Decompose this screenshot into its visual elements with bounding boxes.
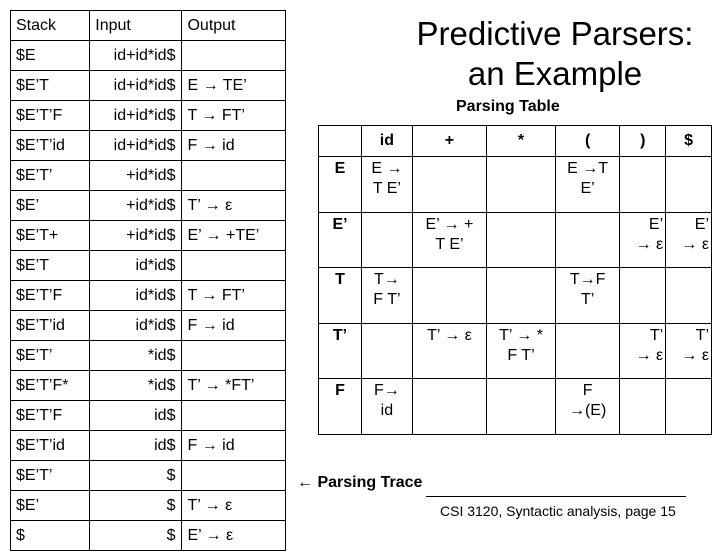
cell-T-dollar bbox=[666, 268, 712, 324]
trace-input-cell: +id*id$ bbox=[90, 221, 182, 251]
cell-E-plus bbox=[412, 156, 486, 212]
slide-title-line2: an Example bbox=[467, 55, 643, 92]
trace-row bbox=[11, 491, 286, 521]
trace-stack-cell: $E’T’F bbox=[11, 101, 90, 131]
trace-output-cell: F → id bbox=[182, 311, 286, 341]
trace-input-cell: id$ bbox=[90, 401, 182, 431]
cell-Eprime-star bbox=[487, 212, 556, 268]
trace-output-cell bbox=[182, 461, 286, 491]
trace-row bbox=[11, 251, 286, 281]
cell-F-rparen bbox=[620, 379, 666, 435]
trace-stack-cell: $E’T’id bbox=[11, 131, 90, 161]
trace-row bbox=[11, 371, 286, 401]
trace-row bbox=[11, 221, 286, 251]
trace-output-cell: T’ → *FT’ bbox=[182, 371, 286, 401]
cell-Tprime-star: T’ → * F T’ bbox=[487, 323, 556, 379]
cell-Eprime-plus: E’ → + T E’ bbox=[412, 212, 486, 268]
col-header-rparen: ) bbox=[620, 126, 666, 157]
slide-title bbox=[395, 14, 715, 94]
cell-E-id: E → T E’ bbox=[362, 156, 413, 212]
row-label-Eprime: E’ bbox=[319, 212, 362, 268]
cell-E-dollar bbox=[666, 156, 712, 212]
parsing-table bbox=[318, 125, 712, 435]
trace-row bbox=[11, 341, 286, 371]
cell-Tprime-dollar: T’ → ε bbox=[666, 323, 712, 379]
row-label-F: F bbox=[319, 379, 362, 435]
trace-stack-cell: $E’T bbox=[11, 71, 90, 101]
parsing-table-row-T bbox=[319, 268, 712, 324]
footer-text: CSI 3120, Syntactic analysis, page 15 bbox=[440, 503, 676, 519]
row-label-T: T bbox=[319, 268, 362, 324]
trace-row bbox=[11, 521, 286, 551]
trace-stack-cell: $E’T bbox=[11, 251, 90, 281]
parsing-table-row-F bbox=[319, 379, 712, 435]
parsing-table-corner bbox=[319, 126, 362, 157]
cell-Tprime-plus: T’ → ε bbox=[412, 323, 486, 379]
col-header-plus: + bbox=[412, 126, 486, 157]
cell-Eprime-id bbox=[362, 212, 413, 268]
trace-row bbox=[11, 401, 286, 431]
cell-Tprime-lparen bbox=[555, 323, 620, 379]
slide-title-line1: Predictive Parsers: bbox=[416, 15, 694, 52]
trace-header-stack: Stack bbox=[11, 11, 90, 41]
trace-stack-cell: $E’T’id bbox=[11, 431, 90, 461]
trace-output-cell bbox=[182, 401, 286, 431]
trace-stack-cell: $E’T+ bbox=[11, 221, 90, 251]
trace-input-cell: id*id$ bbox=[90, 281, 182, 311]
cell-T-lparen: T→F T’ bbox=[555, 268, 620, 324]
cell-Tprime-rparen: T’ → ε bbox=[620, 323, 666, 379]
cell-F-star bbox=[487, 379, 556, 435]
trace-stack-cell: $E’T’id bbox=[11, 311, 90, 341]
trace-output-cell: T’ → ε bbox=[182, 491, 286, 521]
trace-stack-cell: $E bbox=[11, 41, 90, 71]
trace-input-cell: id*id$ bbox=[90, 251, 182, 281]
parsing-table-header-row bbox=[319, 126, 712, 157]
trace-header-input: Input bbox=[90, 11, 182, 41]
trace-header-row bbox=[11, 11, 286, 41]
trace-stack-cell: $E’T’F bbox=[11, 281, 90, 311]
trace-output-cell bbox=[182, 161, 286, 191]
parsing-table-row-E bbox=[319, 156, 712, 212]
trace-input-cell: *id$ bbox=[90, 341, 182, 371]
trace-output-cell: E’ → ε bbox=[182, 521, 286, 551]
trace-input-cell: $ bbox=[90, 521, 182, 551]
cell-F-dollar bbox=[666, 379, 712, 435]
trace-row bbox=[11, 191, 286, 221]
trace-input-cell: id+id*id$ bbox=[90, 101, 182, 131]
parsing-trace-label bbox=[297, 474, 422, 492]
trace-stack-cell: $ bbox=[11, 521, 90, 551]
cell-Eprime-dollar: E’ → ε bbox=[666, 212, 712, 268]
cell-E-star bbox=[487, 156, 556, 212]
cell-E-lparen: E →T E’ bbox=[555, 156, 620, 212]
trace-header-output: Output bbox=[182, 11, 286, 41]
trace-output-cell bbox=[182, 41, 286, 71]
trace-output-cell: T’ → ε bbox=[182, 191, 286, 221]
cell-F-plus bbox=[412, 379, 486, 435]
trace-input-cell: +id*id$ bbox=[90, 191, 182, 221]
trace-output-cell: F → id bbox=[182, 431, 286, 461]
parsing-table-title: Parsing Table bbox=[456, 98, 560, 115]
trace-input-cell: $ bbox=[90, 491, 182, 521]
trace-output-cell: E’ → +TE’ bbox=[182, 221, 286, 251]
trace-output-cell bbox=[182, 251, 286, 281]
trace-row bbox=[11, 281, 286, 311]
cell-T-star bbox=[487, 268, 556, 324]
col-header-dollar: $ bbox=[666, 126, 712, 157]
trace-input-cell: +id*id$ bbox=[90, 161, 182, 191]
trace-row bbox=[11, 161, 286, 191]
col-header-star: * bbox=[487, 126, 556, 157]
trace-stack-cell: $E’ bbox=[11, 191, 90, 221]
trace-stack-cell: $E’ bbox=[11, 491, 90, 521]
trace-row bbox=[11, 101, 286, 131]
trace-input-cell: id+id*id$ bbox=[90, 71, 182, 101]
trace-row bbox=[11, 71, 286, 101]
trace-output-cell: T → FT’ bbox=[182, 101, 286, 131]
trace-input-cell: $ bbox=[90, 461, 182, 491]
parsing-table-row-Tprime bbox=[319, 323, 712, 379]
parsing-trace-table bbox=[10, 10, 286, 551]
trace-row bbox=[11, 131, 286, 161]
trace-input-cell: id$ bbox=[90, 431, 182, 461]
trace-row bbox=[11, 461, 286, 491]
row-label-E: E bbox=[319, 156, 362, 212]
cell-E-rparen bbox=[620, 156, 666, 212]
trace-output-cell: E → TE’ bbox=[182, 71, 286, 101]
cell-F-id: F→ id bbox=[362, 379, 413, 435]
trace-row bbox=[11, 41, 286, 71]
cell-T-plus bbox=[412, 268, 486, 324]
cell-T-rparen bbox=[620, 268, 666, 324]
cell-F-lparen: F →(E) bbox=[555, 379, 620, 435]
trace-stack-cell: $E’T’ bbox=[11, 461, 90, 491]
cell-Eprime-lparen bbox=[555, 212, 620, 268]
parsing-trace-label-text: Parsing Trace bbox=[317, 474, 423, 491]
footer-divider bbox=[426, 496, 686, 497]
parsing-table-row-Eprime bbox=[319, 212, 712, 268]
cell-T-id: T→ F T’ bbox=[362, 268, 413, 324]
trace-stack-cell: $E’T’F* bbox=[11, 371, 90, 401]
trace-input-cell: id+id*id$ bbox=[90, 131, 182, 161]
left-arrow-icon: ← bbox=[297, 474, 313, 491]
col-header-id: id bbox=[362, 126, 413, 157]
trace-row bbox=[11, 431, 286, 461]
col-header-lparen: ( bbox=[555, 126, 620, 157]
cell-Eprime-rparen: E’ → ε bbox=[620, 212, 666, 268]
trace-row bbox=[11, 311, 286, 341]
trace-input-cell: *id$ bbox=[90, 371, 182, 401]
trace-output-cell: T → FT’ bbox=[182, 281, 286, 311]
trace-stack-cell: $E’T’ bbox=[11, 341, 90, 371]
trace-output-cell bbox=[182, 341, 286, 371]
trace-stack-cell: $E’T’F bbox=[11, 401, 90, 431]
trace-input-cell: id+id*id$ bbox=[90, 41, 182, 71]
trace-stack-cell: $E’T’ bbox=[11, 161, 90, 191]
cell-Tprime-id bbox=[362, 323, 413, 379]
row-label-Tprime: T’ bbox=[319, 323, 362, 379]
trace-output-cell: F → id bbox=[182, 131, 286, 161]
trace-input-cell: id*id$ bbox=[90, 311, 182, 341]
